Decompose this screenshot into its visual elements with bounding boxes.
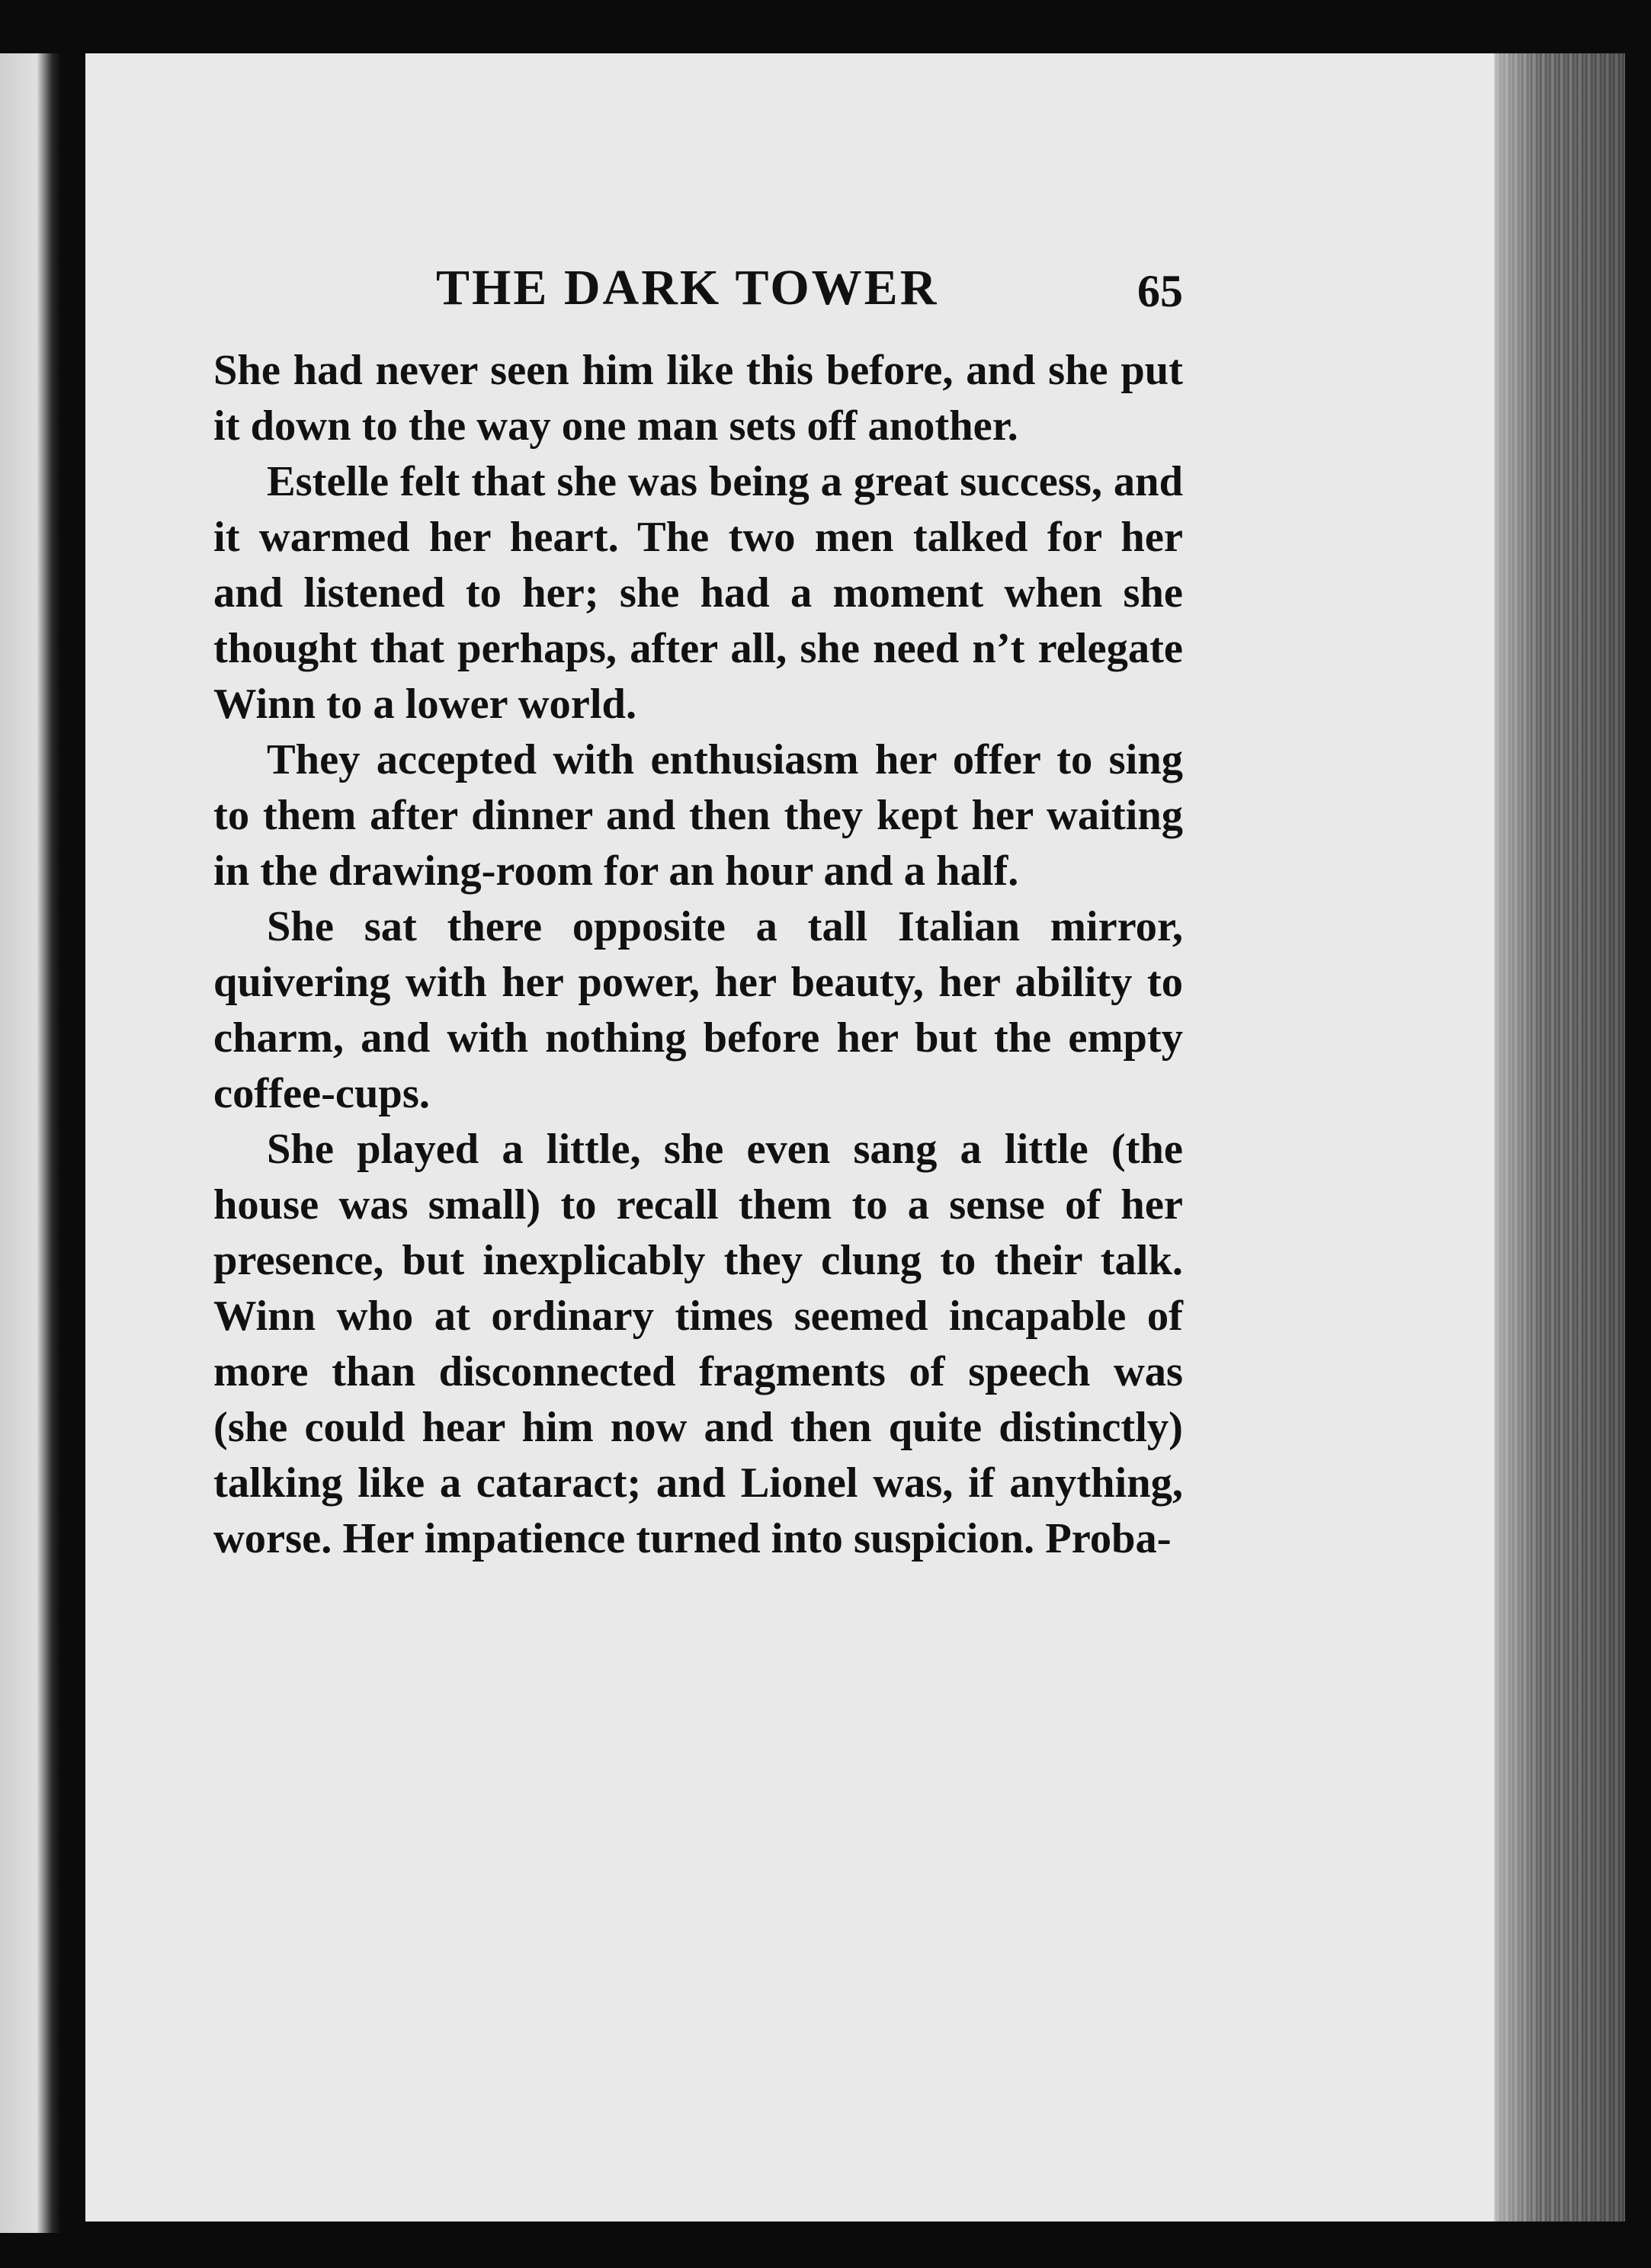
paragraph-4: She sat there opposite a tall Italian mirror, quivering with her power, her beauty, her ability to charm, and with nothing before her but the empty coffee-cups.	[213, 903, 1183, 1117]
page-stack-edge	[1494, 53, 1625, 2222]
page-text-block	[213, 259, 1183, 1567]
facing-page-edge	[0, 53, 61, 2233]
paragraph-5: She played a little, she even sang a little (the house was small) to recall them to a sense of her presence, but inexplicably they clung to their talk. Winn who at ordinary times seemed incapable of more than disconnected fragments of speech was (she could hear him now and then quite distinctly) talking like a cataract; and Lionel was, if anything, worse. Her impatience turned into suspicion. Proba-	[213, 1126, 1183, 1562]
page-number: 65	[1137, 266, 1183, 316]
running-title: THE DARK TOWER	[436, 260, 939, 316]
paragraph-3: They accepted with enthusiasm her offer to sing to them after dinner and then they kept her waiting in the drawing-room for an hour and a half.	[213, 736, 1183, 895]
running-head	[213, 259, 1183, 343]
scan-bottom-border	[85, 2222, 1541, 2268]
paragraph-1: She had never seen him like this before, and she put it down to the way one man sets off another.	[213, 347, 1183, 450]
paragraph-2: Estelle felt that she was being a great success, and it warmed her heart. The two men talked for her and listened to her; she had a moment when she thought that perhaps, after all, she need n’t relegate Winn to a lower world.	[213, 458, 1183, 728]
